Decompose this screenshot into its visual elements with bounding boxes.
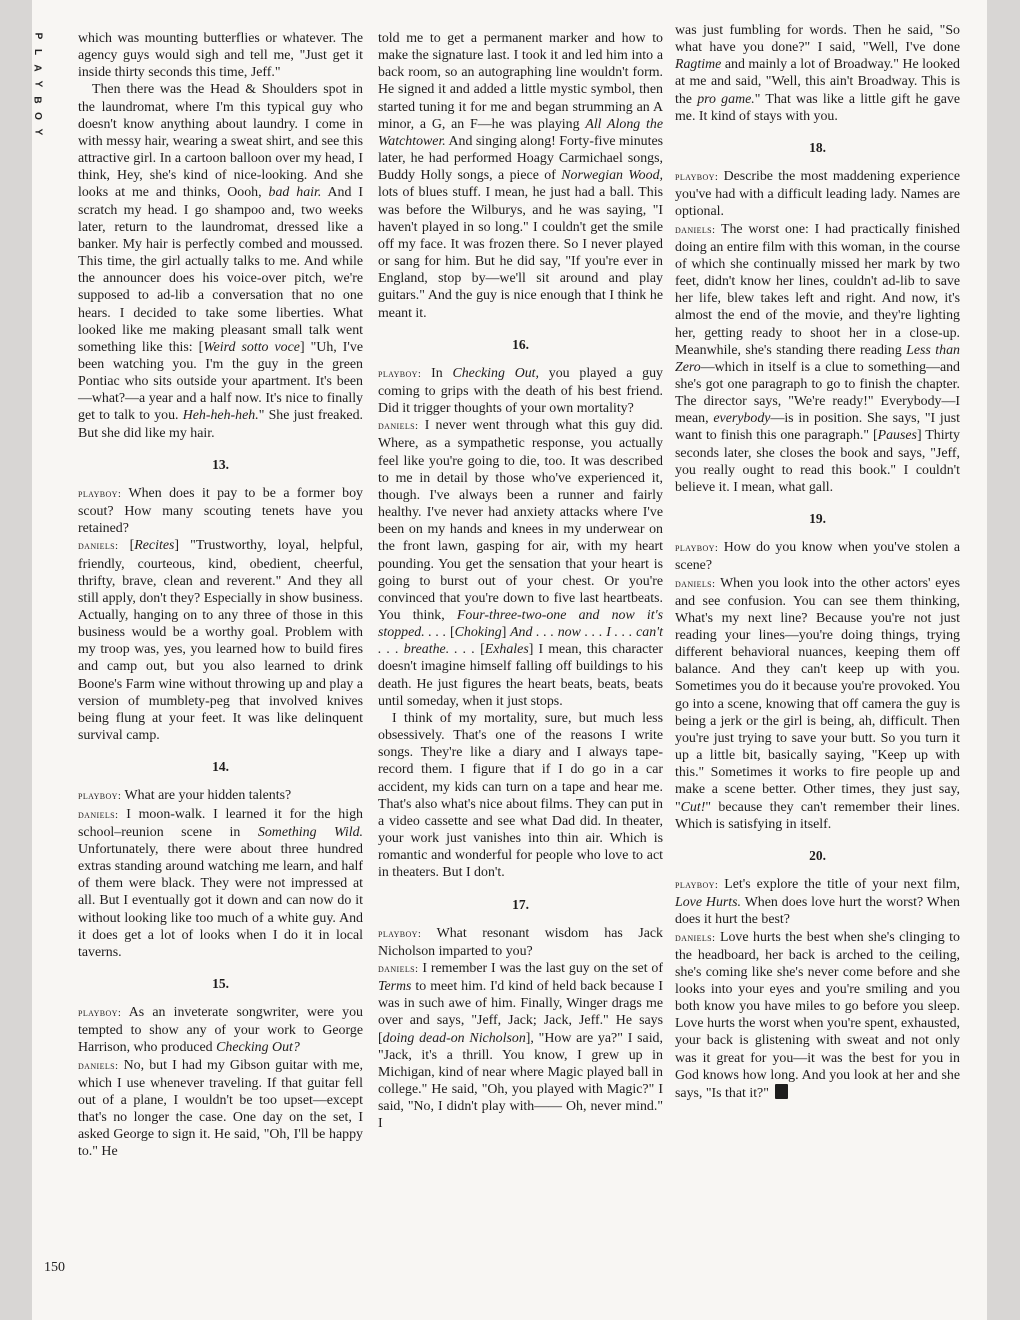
spine-masthead	[32, 28, 42, 140]
question: playboy: Describe the most maddening experience you've had with a difficult leading lady. Names are optional.	[675, 169, 960, 220]
paragraph: which was mounting butterflies or whatever. The agency guys would sigh and tell me, "Just get it inside thirty seconds this time, Jeff."	[78, 31, 363, 81]
paragraph: I think of my mortality, sure, but much less obsessively. That's one of the reasons I write songs. They're like a diary and I always tape-record them. I figure that if I do go in a car accident, my kids can turn on a tape and hear me. That's also what's nice about films. They can put in a video cassette and see what Dad did. In theater, your work just vanishes into thin air. Which is romantic and wonderful for people who love to act in theaters. But I don't.	[378, 710, 663, 881]
speaker-label: daniels:	[78, 1059, 119, 1072]
section-number: 14.	[212, 759, 229, 775]
speaker-label: playboy:	[675, 542, 719, 555]
speaker-label: daniels:	[675, 223, 716, 236]
section-number: 20.	[809, 847, 826, 863]
section-number: 16.	[512, 336, 529, 352]
speaker-label: daniels:	[78, 808, 119, 821]
speaker-label: daniels:	[675, 931, 716, 944]
paragraph: was just fumbling for words. Then he said, "So what have you done?" I said, "Well, I've done Ragtime and mainly a lot of Broadway." He looked at me and said, "Well, this ain't Broadway. This is the pro game." That was like a little gift he gave me. It kind of stays with you.	[675, 23, 960, 124]
speaker-label: playboy:	[378, 927, 422, 940]
section-number: 17.	[512, 896, 529, 912]
page-number: 150	[44, 1260, 65, 1275]
speaker-label: playboy:	[78, 1007, 122, 1020]
question: playboy: How do you know when you've stolen a scene?	[675, 540, 960, 574]
speaker-label: playboy:	[78, 790, 122, 803]
question: playboy: Let's explore the title of your next film, Love Hurts. When does love hurt the worst? When does it hurt the best?	[675, 877, 960, 928]
spine-letter: Y	[31, 128, 43, 136]
speaker-label: daniels:	[675, 577, 716, 590]
answer: daniels: [Recites] "Trustworthy, loyal, helpful, friendly, courteous, kind, obedient, cheerful, thrifty, brave, clean and reverent." And they all still apply, don't they? Especially in show business. Actually, hanging on to any three of those in this business would be a worthy goal. Problem with my troop was, yes, you learned how to build fires and camp out, but you also learned to drink Boone's Farm wine without throwing up and play a version of mumblety-peg that involved knives being flung at your feet. It was like delinquent survival camp.	[78, 538, 363, 744]
speaker-label: daniels:	[78, 540, 119, 553]
answer: daniels: The worst one: I had practically finished doing an entire film with this woman, in the course of which she continually missed her mark by two feet, didn't know her lines, couldn't ad-lib to save her life, blew takes left and right. And now, it's almost the end of the movie, and they're lighting her, getting ready to shoot her in a close-up. Meanwhile, she's standing there reading Less than Zero—which in itself is a clue to something—and she's got one paragraph to go to finish the chapter. The director says, "We're ready!" Everybody—I mean, everybody—is in position. She says, "I just want to finish this one paragraph." [Pauses] Thirty seconds later, she closes the book and says, "Jeff, you really ought to read this book." I couldn't believe it. I mean, what gall.	[675, 221, 960, 495]
section-number: 13.	[212, 456, 229, 472]
section-number: 19.	[809, 511, 826, 527]
question: playboy: What resonant wisdom has Jack Nicholson imparted to you?	[378, 925, 663, 959]
section-number: 18.	[809, 139, 826, 155]
question: playboy: As an inveterate songwriter, were you tempted to show any of your work to George Harrison, who produced Checking Out?	[78, 1005, 363, 1056]
answer: daniels: Love hurts the best when she's clinging to the headboard, her back is arched to the ceiling, she's coming like she's never come before and she looks into your eyes and you're smiling and you both know you have miles to go before you sleep. Love hurts the worst when you're spent, exhausted, your back is glistening with sweat and not only was it great for you—it was the best for you in God knows how long. And you look at her and she says, "Is that it?"	[675, 929, 960, 1101]
spine-letter: Y	[31, 80, 43, 88]
spine-letter: O	[32, 112, 43, 120]
bunny-end-mark-icon	[775, 1084, 788, 1099]
answer: daniels: I remember I was the last guy on the set of Terms to meet him. I'd kind of held back because I was in such awe of him. Finally, Winger drags me over and says, "Jeff, Jack; Jack, Jeff." He says [doing dead-on Nicholson], "How are ya?" I said, "Jack, it's a thrill. You know, I grew up in Michigan, kind of near where Magic played ball in college." He said, "Oh, you played with Magic?" I said, "No, I didn't play with—— Oh, never mind." I	[378, 960, 663, 1132]
spine-letter: B	[31, 96, 43, 104]
magazine-page	[32, 0, 987, 1320]
column-2	[378, 30, 663, 1133]
spine-letter: A	[31, 64, 43, 72]
speaker-label: playboy:	[675, 879, 719, 892]
answer: daniels: I never went through what this guy did. Where, as a sympathetic response, you actually feel like you're going to die, too. It was described to me in detail by those who've experienced it, though. I've always been a runner and fairly healthy. I've never had anxiety attacks where I've been on my hands and knees in my underwear on the front lawn, gasping for air, with my heart pounding. You get the sensation that your heart is going to burst out of your chest. Or you're convinced that you're down to five last heartbeats. You think, Four-three-two-one and now it's stopped. . . . [Choking] And . . . now . . . I . . . can't . . . breathe. . . . [Exhales] I mean, this character doesn't imagine himself falling off buildings to his death. He just figures the heart beats, beats, beats until someday, when it just stops.	[378, 418, 663, 709]
speaker-label: playboy:	[675, 171, 719, 184]
speaker-label: daniels:	[378, 420, 419, 433]
question: playboy: What are your hidden talents?	[78, 788, 292, 804]
column-3	[675, 22, 960, 1102]
speaker-label: playboy:	[378, 367, 422, 380]
paragraph: told me to get a permanent marker and how to make the signature last. I took it and led him into a back room, so an autographing line wouldn't form. He signed it and added a little mystic symbol, then started tuning it for me and began strumming an A minor, a G, an F—he was playing All Along the Watchtower. And singing along! Forty-five minutes later, he had performed Hoagy Carmichael songs, Buddy Holly songs, a piece of Norwegian Wood, lots of blues stuff. I mean, he just had a ball. This was before the Wilburys, and he was saying, "I haven't played in so long." I couldn't get the smile off my face. It was frozen there. So I never played or sang for him. But he did say, "If you're ever in England, stop by—we'll sit around and play guitars." And the guy is nice enough that I think he meant it.	[378, 31, 664, 321]
answer: daniels: No, but I had my Gibson guitar with me, which I use whenever traveling. If that guitar fell out of a plane, I wouldn't be too upset—except that's no longer the case. One day on the set, I asked George to sign it. He said, "Oh, I'll be happy to." He	[78, 1057, 363, 1160]
column-1	[78, 30, 363, 1161]
speaker-label: daniels:	[378, 962, 419, 975]
speaker-label: playboy:	[78, 487, 122, 500]
spine-letter: P	[31, 32, 43, 40]
question: playboy: In Checking Out, you played a guy coming to grips with the death of his best friend. Did it trigger thoughts of your own mortality?	[378, 365, 663, 417]
spine-letter: L	[31, 48, 43, 56]
paragraph: Then there was the Head & Shoulders spot in the laundromat, where I'm this typical guy who doesn't know anything about laundry. I come in with messy hair, wearing a sweat shirt, and see this attractive girl. In a cartoon balloon over my head, I think, Hey, she's kind of nice-looking. And she looks at me and thinks, Oooh, bad hair. And I scratch my head. I go shampoo and, two weeks later, return to the laundromat, dressed like a banker. My hair is perfectly combed and moussed. This time, the girl actually talks to me. And while the announcer does his voice-over pitch, we're supposed to ad-lib a conversation that no one hears. I decided to take some liberties. What looked like me making pleasant small talk went something like this: [Weird sotto voce] "Uh, I've been watching you. I'm the guy in the green Pontiac who sits outside your apartment. It's been—what?—a year and a half now. It's nice to finally get to talk to you. Heh-heh-heh." She just freaked. But she did like my hair.	[78, 82, 363, 441]
answer: daniels: When you look into the other actors' eyes and see confusion. You can see them thinking, What's my next line? Because you're not just reading your lines—you're doing things, trying different behavioral nuances, keeping them off balance. And they can't keep up with you. Sometimes you do it because you're provoked. You go into a scene, knowing that off camera the guy is being a jerk or the girl is being, ah, difficult. Then you're just trying to save your butt. So you turn it up a little bit, basically saying, "Keep up with this." Sometimes it works to fire people up and make a scene better. Other times, they just say, "Cut!" because they can't remember their lines. Which is satisfying in itself.	[675, 575, 960, 832]
question: playboy: When does it pay to be a former boy scout? How many scouting tenets have you retained?	[78, 485, 363, 537]
section-number: 15.	[212, 975, 229, 991]
answer: daniels: I moon-walk. I learned it for the high school–reunion scene in Something Wild. Unfortunately, there were about three hundred extras standing around watching me learn, and half of them were black. They were not impressed at all. But I eventually got it down and can now do it without looking like too much of a white guy. And it does get a lot of looks when I do it in local taverns.	[78, 806, 364, 960]
